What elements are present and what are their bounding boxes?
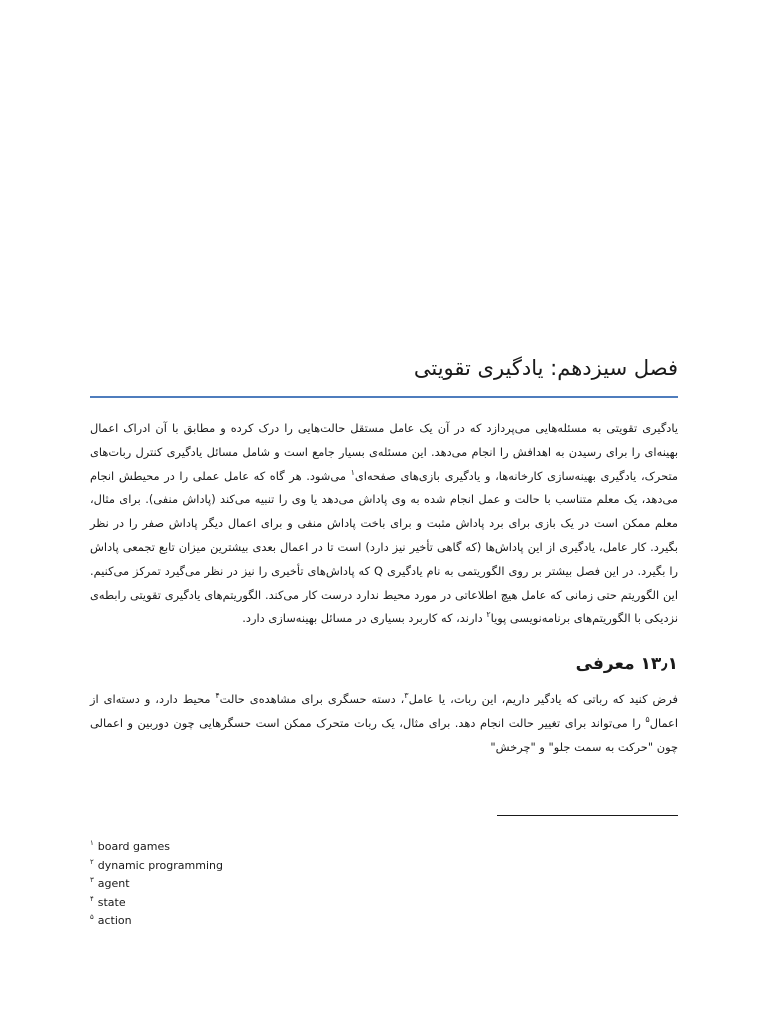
footnote-mark: ۵ <box>90 913 94 922</box>
section-heading: ۱۳٫۱ معرفی <box>575 654 678 674</box>
footnote-mark: ۳ <box>90 876 94 885</box>
intro-text-part-2: می‌شود. هر گاه که عامل عملی را در محیطش انجام می‌دهد، یک معلم متناسب با حالت و عمل انجام شده به وی پاداش می‌دهد یا وی را تنبیه می‌کند (پاداش منفی). برای مثال، معلم ممکن است در یک بازی برای برد پاداش مثبت و برای باخت پاداش منفی و برای اعمال دیگر پاداش صفر را در نظر بگیرد. کار عامل، یادگیری از این پاداش‌ها (که گاهی تأخیر نیز دارد) است تا در اعمال بعدی بیشترین میزان تابع تجمعی پاداش را بگیرد. در این فصل بیشتر بر روی الگوریتمی به نام یادگیری Q که پاداش‌های تأخیری را نیز در نظر می‌گیرد تمرکز می‌کنیم. این الگوریتم حتی زمانی که عامل هیچ اطلاعاتی در مورد محیط ندارد درست کار می‌کند. الگوریتم‌های یادگیری تقویتی رابطه‌ی نزدیکی با الگوریتم‌های برنامه‌نویسی پویا <box>90 468 678 626</box>
footnote-text: state <box>97 895 126 909</box>
footnote-ref-1: ۱ <box>350 467 355 477</box>
section-text-part-a: فرض کنید که رباتی که یادگیر داریم، این ربات، یا عامل <box>408 692 678 706</box>
footnote-text: dynamic programming <box>97 858 223 872</box>
footnote-text: action <box>97 914 132 927</box>
footnote-ref-3: ۳ <box>404 691 409 701</box>
section-text-part-c: محیط دارد، و دسته‌ای از اعمال <box>90 692 678 730</box>
footnote-text: agent <box>97 877 130 890</box>
intro-text-part-1: یادگیری تقویتی به مسئله‌هایی می‌پردازد که در آن یک عامل مستقل حالت‌هایی را درک کرده و مطابق با آن ادراک اعمال بهینه‌ای را برای رسیدن به اهدافش را انجام می‌دهد. این مسئله‌ی بسیار جامع است و شامل مسائل یادگیری کنترل ربات‌های متحرک، یادگیری بهینه‌سازی کارخانه‌ها، و یادگیری بازی‌های صفحه‌ای <box>90 421 678 483</box>
footnote-item <box>90 912 490 931</box>
footnote-mark: ۱ <box>90 839 94 848</box>
footnote-item <box>90 894 490 913</box>
intro-paragraph <box>90 417 678 631</box>
footnote-ref-2: ۲ <box>486 610 491 620</box>
intro-text-part-3: دارند، که کاربرد بسیاری در مسائل بهینه‌سازی دارد. <box>242 611 487 626</box>
section-text-part-d: را می‌تواند برای تغییر حالت انجام دهد. برای مثال، یک ربات متحرک ممکن است حسگرهایی چون دوربین و اعمالی چون "حرکت به سمت جلو" و "چرخش" <box>90 715 678 754</box>
chapter-title: فصل سیزدهم: یادگیری تقویتی <box>413 356 678 380</box>
footnote-item <box>90 857 490 876</box>
footnote-ref-4: ۴ <box>215 691 220 701</box>
footnote-ref-5: ۵ <box>645 715 650 724</box>
footnote-separator <box>497 815 678 816</box>
footnote-mark: ۲ <box>90 857 94 866</box>
section-text-part-b: ، دسته حسگری برای مشاهده‌ی حالت <box>219 692 405 706</box>
footnote-item <box>90 875 490 894</box>
footnote-mark: ۴ <box>90 894 94 903</box>
section-paragraph <box>90 688 678 759</box>
footnote-item <box>90 838 490 857</box>
title-underline <box>90 396 678 398</box>
footnote-list <box>90 838 490 931</box>
footnote-text: board games <box>97 840 170 853</box>
